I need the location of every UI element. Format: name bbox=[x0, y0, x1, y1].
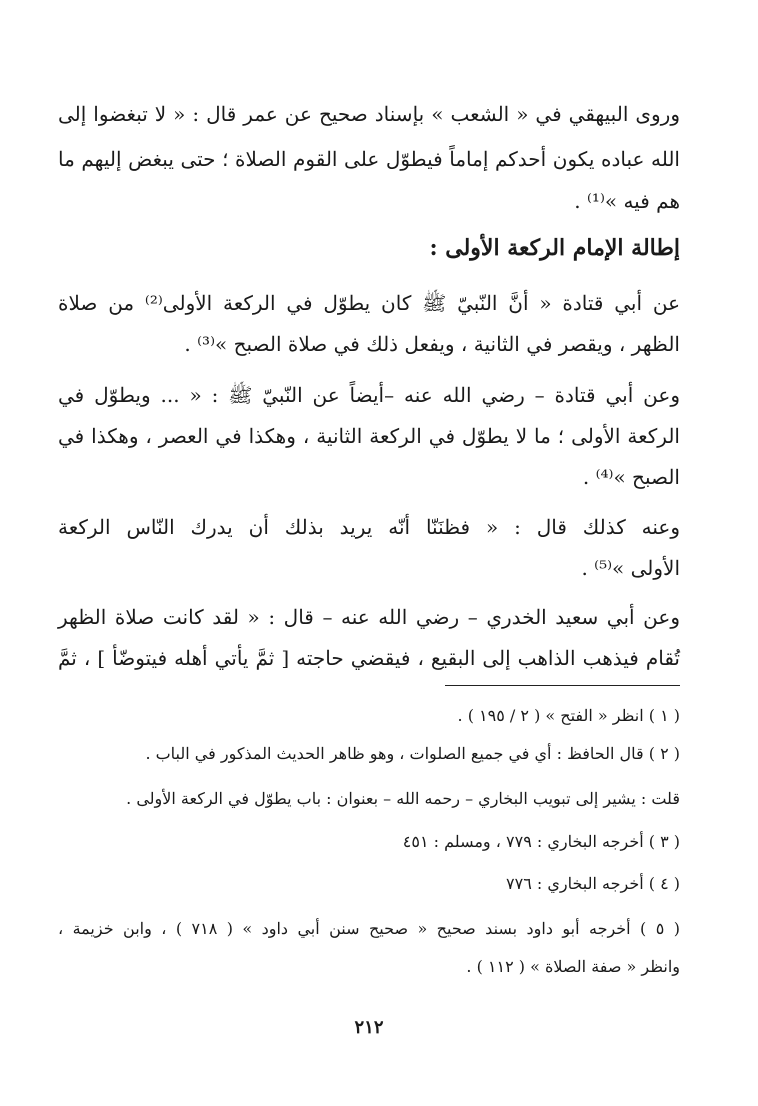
body-line: الصبح »⁽⁴⁾ . bbox=[582, 465, 680, 489]
footnote: ( ٥ ) أخرجه أبو داود بسند صحيح « صحيح سنن أبي داود » ( ٧١٨ ) ، وابن خزيمة ، bbox=[58, 919, 680, 938]
section-heading: إطالة الإمام الركعة الأولى : bbox=[429, 235, 680, 261]
footnote: ( ٢ ) قال الحافظ : أي في جميع الصلوات ، وهو ظاهر الحديث المذكور في الباب . bbox=[145, 744, 680, 763]
body-line: وعنه كذلك قال : « فظنَنّا أنّه يريد بذلك أن يدرك النّاس الركعة bbox=[58, 515, 680, 539]
body-line: وروى البيهقي في « الشعب » بإسناد صحيح عن عمر قال : « لا تبغضوا إلى bbox=[58, 102, 680, 126]
body-line: وعن أبي قتادة – رضي الله عنه –أيضاً عن النّبيّ ﷺ : « ... ويطوّل في bbox=[58, 383, 680, 407]
footnote: ( ٤ ) أخرجه البخاري : ٧٧٦ bbox=[506, 874, 680, 893]
footnote: ( ١ ) انظر « الفتح » ( ٢ / ١٩٥ ) . bbox=[457, 706, 680, 725]
body-line: تُقام فيذهب الذاهب إلى البقيع ، فيقضي حاجته [ ثمَّ يأتي أهله فيتوضّأ ] ، ثمَّ bbox=[58, 646, 680, 670]
page-number: ٢١٢ bbox=[354, 1017, 384, 1038]
footnote: وانظر « صفة الصلاة » ( ١١٢ ) . bbox=[466, 957, 680, 976]
footnote-separator bbox=[445, 685, 680, 686]
footnote: ( ٣ ) أخرجه البخاري : ٧٧٩ ، ومسلم : ٤٥١ bbox=[402, 832, 680, 851]
body-line: وعن أبي سعيد الخدري – رضي الله عنه – قال : « لقد كانت صلاة الظهر bbox=[58, 605, 680, 629]
body-line: عن أبي قتادة « أنَّ النّبيّ ﷺ كان يطوّل في الركعة الأولى⁽²⁾ من صلاة bbox=[58, 291, 681, 315]
body-line: الظهر ، ويقصر في الثانية ، ويفعل ذلك في صلاة الصبح »⁽³⁾ . bbox=[184, 332, 680, 356]
body-line: الأولى »⁽⁵⁾ . bbox=[581, 556, 680, 580]
body-line: هم فيه »⁽¹⁾ . bbox=[574, 189, 680, 213]
body-line: الله عباده يكون أحدكم إماماً فيطوّل على القوم الصلاة ؛ حتى يبغض إليهم ما bbox=[58, 147, 680, 171]
footnote-comment: قلت : يشير إلى تبويب البخاري – رحمه الله – بعنوان : باب يطوّل في الركعة الأولى . bbox=[126, 789, 680, 808]
body-line: الركعة الأولى ؛ ما لا يطوّل في الركعة الثانية ، وهكذا في العصر ، وهكذا في bbox=[58, 424, 680, 448]
book-page bbox=[58, 0, 680, 1106]
